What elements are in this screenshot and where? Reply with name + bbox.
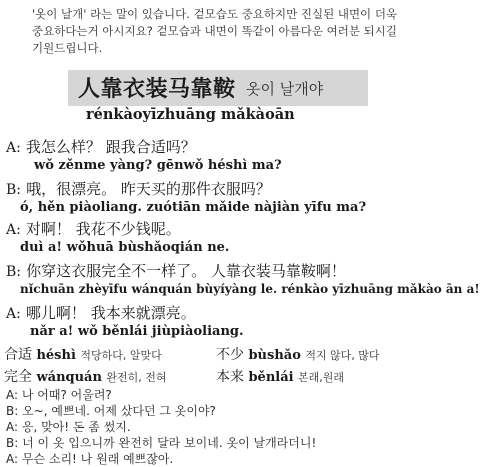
- vocab-pinyin: bùshǎo: [248, 348, 301, 363]
- vocab-chinese: 完全: [4, 369, 32, 385]
- vocab-chinese: 合适: [4, 347, 32, 363]
- intro-line: 중요하다는거 아시지요? 겉모습과 내면이 똑같이 아름다운 여러분 되시길: [32, 24, 397, 38]
- speaker-label: A:: [6, 140, 21, 156]
- dialogue-line: [6, 302, 196, 323]
- vocab-item: [216, 344, 380, 364]
- dialogue-chinese: 我怎么样？ 跟我合适吗？: [25, 138, 196, 156]
- intro-line: '옷이 날개' 라는 말이 있습니다. 겉모습도 중요하지만 진실된 내면이 더욱: [32, 7, 398, 21]
- vocab-item: [216, 366, 344, 386]
- vocab-item: [4, 366, 167, 386]
- translation-line: A: 나 어때? 어울려?: [6, 388, 112, 402]
- intro-line: 기원드립니다.: [32, 41, 103, 55]
- vocab-chinese: 本来: [216, 369, 244, 385]
- dialogue-line: [6, 218, 181, 239]
- speaker-label: A:: [6, 222, 21, 238]
- dialogue-line: [6, 136, 196, 157]
- vocab-item: [4, 344, 162, 364]
- vocab-chinese: 不少: [216, 347, 244, 363]
- speaker-label: B:: [6, 264, 22, 280]
- dialogue-pinyin: ó, hěn piàoliang. zuótiān mǎide nàjiàn yīfu ma?: [20, 200, 367, 215]
- speaker-label: A:: [6, 306, 21, 322]
- dialogue-chinese: 哦，很漂亮。 昨天买的那件衣服吗？: [26, 180, 271, 198]
- dialogue-pinyin: nǐchuān zhèyīfu wánquán bùyíyàng le. rénkào yīzhuāng mǎkào ān a!: [20, 282, 480, 296]
- translation-line: A: 무슨 소리! 나 원래 예쁘잖아.: [6, 452, 174, 466]
- vocab-pinyin: héshì: [36, 348, 76, 363]
- dialogue-chinese: 你穿这衣服完全不一样了。 人靠衣装马靠鞍啊！: [26, 262, 346, 280]
- translation-line: A: 응, 맞아! 돈 좀 썼지.: [6, 420, 131, 434]
- vocab-meaning: 본래,원래: [298, 371, 345, 384]
- vocab-meaning: 적지 않다, 많다: [305, 349, 380, 362]
- dialogue-chinese: 哪儿啊！ 我本来就漂亮。: [25, 304, 196, 322]
- title-korean: 옷이 날개야: [246, 80, 324, 98]
- speaker-label: B:: [6, 182, 22, 198]
- vocab-meaning: 완전히, 전혀: [106, 371, 167, 384]
- dialogue-line: [6, 178, 271, 199]
- title-chinese: 人靠衣装马靠鞍: [78, 76, 236, 102]
- vocab-meaning: 적당하다, 알맞다: [80, 349, 162, 362]
- vocab-pinyin: běnlái: [248, 370, 294, 385]
- translation-line: B: 오~, 예쁘네. 어제 샀다던 그 옷이야?: [6, 404, 216, 418]
- dialogue-pinyin: duì a! wǒhuā bùshǎoqián ne.: [20, 240, 230, 255]
- vocab-pinyin: wánquán: [36, 370, 102, 385]
- translation-line: B: 너 이 옷 입으니까 완전히 달라 보이네. 옷이 날개라더니!: [6, 436, 317, 450]
- dialogue-chinese: 对啊！ 我花不少钱呢。: [25, 220, 181, 238]
- dialogue-pinyin: nǎr a! wǒ běnlái jiùpiàoliang.: [30, 324, 244, 339]
- title-pinyin: rénkàoyīzhuāng mǎkàoān: [86, 106, 295, 123]
- dialogue-line: [6, 260, 346, 281]
- dialogue-pinyin: wǒ zěnme yàng? gēnwǒ héshì ma?: [34, 158, 282, 173]
- intro-paragraph: [32, 6, 400, 57]
